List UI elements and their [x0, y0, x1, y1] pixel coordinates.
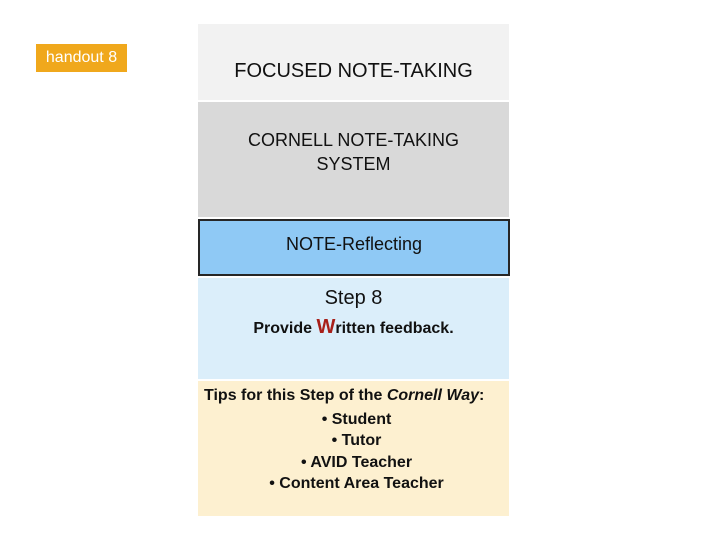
handout-badge: handout 8: [35, 43, 128, 73]
tips-item-tutor: • Tutor: [331, 432, 382, 449]
tips-intro-italic: Cornell Way: [386, 387, 479, 404]
tips-list: [204, 409, 509, 495]
tips-item-student: • Student: [321, 410, 392, 428]
tips-intro-colon: :: [479, 387, 485, 404]
step-text-emphasis: W: [316, 316, 336, 338]
page-title-panel: [198, 24, 509, 100]
step-text-before: Provide: [253, 320, 317, 337]
tips-item-avid-teacher: • AVID Teacher: [300, 453, 413, 471]
phase-label: NOTE-Reflecting: [285, 234, 423, 254]
system-title-panel: [198, 102, 509, 217]
tips-item-content-area-teacher: • Content Area Teacher: [269, 475, 444, 492]
step-panel: [198, 278, 509, 379]
step-description: [198, 316, 509, 339]
phase-panel: [198, 219, 510, 276]
tips-intro-plain: Tips for this Step of the: [204, 387, 387, 404]
system-title-line-1: CORNELL NOTE-TAKING: [247, 130, 460, 150]
tips-panel: [198, 381, 509, 516]
system-title-line-2: SYSTEM: [316, 154, 391, 174]
page-title: FOCUSED NOTE-TAKING: [234, 59, 473, 82]
tips-intro: [204, 385, 509, 407]
step-title: Step 8: [324, 287, 383, 309]
step-text-after: ritten feedback.: [335, 320, 454, 337]
